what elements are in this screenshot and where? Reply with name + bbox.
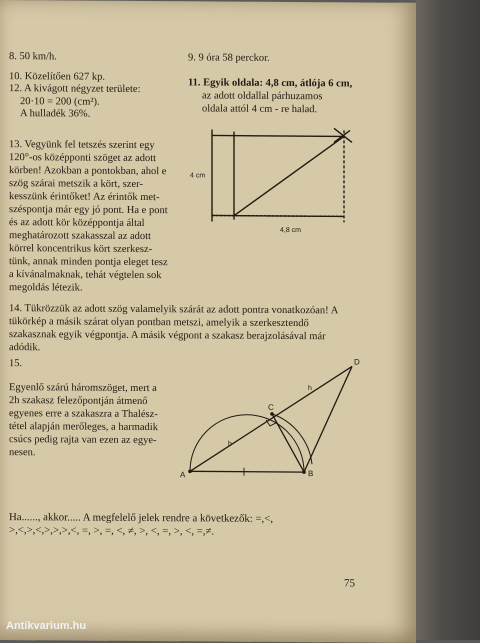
figure-11-rectangle bbox=[188, 119, 368, 242]
answer-13-line: tünk, annak minden pontja eleget tesz bbox=[9, 256, 168, 269]
label-4-8cm: 4,8 cm bbox=[280, 226, 302, 235]
label-h-upper: h bbox=[308, 385, 312, 393]
answer-12-line3: A hulladék 36%. bbox=[20, 108, 91, 120]
answer-16-line: >,<,>,<,>,>,>,<, =, >, =, <, ≠, >, <, =, >, <, =,≠. bbox=[9, 524, 215, 538]
answer-9: 9. 9 óra 58 perckor. bbox=[188, 52, 270, 64]
answer-14-line: tükörkép a másik szárat olyan pontban metszi, amelyik a szerkesztendő bbox=[9, 316, 309, 330]
point-B bbox=[302, 470, 306, 474]
point-A bbox=[188, 470, 192, 474]
label-C: C bbox=[268, 402, 274, 412]
answer-13-line: meghatározott szakasszal az adott bbox=[9, 230, 151, 243]
answer-13-line: 13. Vegyünk fel tetszés szerint egy bbox=[9, 139, 155, 152]
point-C bbox=[270, 412, 274, 416]
answer-14-line: szakasznak egyik végpontja. A másik végpont a szakasz berajzolásával már bbox=[9, 329, 326, 343]
answer-13-line: és az adott kör középpontja által bbox=[9, 217, 145, 230]
answer-13-line: a kívánalmaknak, tehát végtelen sok bbox=[9, 269, 162, 282]
answer-15-line: csúcs pedig rajta van ezen az egye- bbox=[9, 434, 157, 447]
label-A: A bbox=[180, 470, 186, 480]
thales-semicircle bbox=[190, 414, 304, 472]
page-number: 75 bbox=[344, 577, 355, 590]
answer-10: 10. Közelítően 627 kp. bbox=[9, 71, 105, 83]
figure-15-triangle bbox=[176, 353, 366, 480]
answer-15-number: 15. bbox=[9, 358, 23, 370]
answer-14-line: adódik. bbox=[9, 342, 41, 354]
label-4cm: 4 cm bbox=[190, 172, 206, 180]
answer-8: 8. 50 km/h. bbox=[9, 51, 57, 63]
answer-11-line3: oldala attól 4 cm - re halad. bbox=[202, 103, 318, 116]
label-D: D bbox=[354, 357, 360, 367]
answer-11-line2: az adott oldallal párhuzamos bbox=[202, 90, 323, 103]
label-h-lower: h bbox=[228, 440, 232, 448]
segment-AB bbox=[190, 471, 304, 472]
answer-13-line: körben! Azokban a pontokban, ahol e bbox=[9, 165, 167, 178]
watermark: Antikvarium.hu bbox=[6, 620, 87, 632]
answer-16-line: Ha......, akkor..... A megfelelő jelek rendre a következők: =,<, bbox=[9, 511, 274, 525]
answer-13-line: körrel koncentrikus kört szerkesz- bbox=[9, 243, 153, 256]
answer-13-line: megoldás létezik. bbox=[9, 282, 83, 294]
rect-top-side bbox=[212, 135, 344, 136]
arc-C bbox=[272, 414, 312, 464]
answer-13-line: kesszünk érintőket! Az érintők met- bbox=[9, 191, 160, 204]
answer-12-line1: 12. A kivágott négyzet területe: bbox=[9, 83, 141, 95]
answer-15-line: egyenes erre a szakaszra a Thalész- bbox=[9, 408, 158, 421]
answer-14-line: 14. Tükrözzük az adott szög valamelyik szárát az adott pontra vonatkozóan! A bbox=[9, 303, 339, 317]
answer-12-line2: 20·10 = 200 (cm²). bbox=[20, 96, 100, 108]
answer-15-line: 2h szakasz felezőpontján átmenő bbox=[9, 395, 148, 408]
answer-15-line: nesen. bbox=[9, 447, 36, 459]
answer-13-line: szög szárai metszik a kört, szer- bbox=[9, 178, 143, 190]
answer-11-line1: 11. Egyik oldala: 4,8 cm, átlója 6 cm, bbox=[188, 77, 353, 90]
answer-15-line: Egyenlő szárú háromszöget, mert a bbox=[9, 382, 157, 395]
label-B: B bbox=[308, 469, 314, 479]
answer-13-line: 120°-os középponti szöget az adott bbox=[9, 152, 157, 165]
answer-15-line: tétel alapján merőleges, a harmadik bbox=[9, 421, 158, 434]
page-edge-shadow bbox=[416, 0, 480, 640]
answer-13-line: széspontja már egy jó pont. Ha e pont bbox=[9, 204, 168, 217]
rect-diagonal bbox=[234, 136, 344, 217]
